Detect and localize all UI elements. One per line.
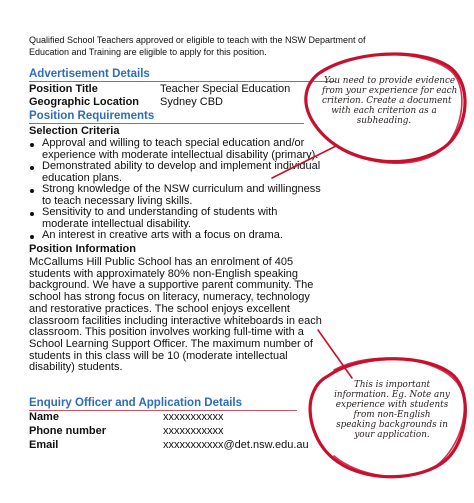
- info-line: school has strong focus on literacy, numeracy, technology: [29, 291, 310, 304]
- bottom-note-line: This is important: [353, 380, 431, 390]
- email-value: xxxxxxxxxxx@det.nsw.edu.au: [163, 439, 309, 451]
- intro-line-2: Education and Training are eligible to apply for this position.: [29, 47, 267, 57]
- info-line: students in this class will be 10 (moderate intellectual: [29, 349, 288, 362]
- name-label: Name: [29, 411, 59, 423]
- criterion-3-line-1: Strong knowledge of the NSW curriculum and willingness: [42, 183, 321, 195]
- info-line: disability) students.: [29, 361, 123, 374]
- bottom-note-line: experience with students: [335, 400, 449, 410]
- top-note-line: subheading.: [356, 116, 412, 126]
- advertisement-details-heading: Advertisement Details: [29, 68, 150, 80]
- top-note-line: You need to provide evidence: [324, 76, 456, 86]
- top-note-line: with each criterion as a: [331, 106, 437, 116]
- bottom-note-line: information. Eg. Note any: [334, 390, 450, 400]
- info-line: McCallums Hill Public School has an enrolment of 405: [29, 256, 294, 268]
- info-line: and restorative practices. The school enjoys excellent: [29, 302, 290, 315]
- criterion-1-line-1: Approval and willing to teach special education and/or: [42, 137, 305, 149]
- info-line: classroom. This position involves working full-time with a: [29, 326, 304, 339]
- bottom-note-line: from non-English: [353, 410, 431, 420]
- info-line: School Learning Support Officer. The maximum number of: [29, 337, 313, 350]
- phone-value: xxxxxxxxxxx: [163, 425, 224, 437]
- info-line: students with approximately 80% non-English speaking: [29, 267, 299, 280]
- selection-criteria-heading: Selection Criteria: [29, 125, 120, 137]
- location-label: Geographic Location: [29, 96, 140, 108]
- email-label: Email: [29, 439, 59, 451]
- phone-label: Phone number: [29, 425, 107, 437]
- criterion-4-line-2: moderate intellectual disability.: [42, 217, 191, 230]
- enquiry-heading: Enquiry Officer and Application Details: [29, 397, 242, 409]
- criterion-2-line-1: Demonstrated ability to develop and implement individual: [42, 160, 321, 172]
- bottom-note-line: your application.: [354, 430, 430, 440]
- info-line: classroom facilities including interactive whiteboards in each: [29, 314, 322, 327]
- criterion-4-line-1: Sensitivity to and understanding of students with: [42, 206, 278, 218]
- location-value: Sydney CBD: [160, 96, 223, 108]
- top-note-pointer-line: [272, 146, 336, 178]
- criterion-1-line-2: experience with moderate intellectual disability (primary).: [42, 148, 319, 161]
- criterion-2-line-2: education plans.: [42, 171, 123, 184]
- top-note-line: from your experience for each: [322, 86, 458, 96]
- top-note-line: criterion. Create a document: [322, 96, 452, 106]
- name-value: xxxxxxxxxxx: [163, 411, 224, 423]
- criterion-5-line-1: An interest in creative arts with a focus on drama.: [42, 229, 283, 241]
- intro-line-1: Qualified School Teachers approved or eligible to teach with the NSW Department of: [29, 35, 366, 45]
- position-requirements-heading: Position Requirements: [29, 110, 155, 122]
- position-title-value: Teacher Special Education: [160, 83, 291, 95]
- criterion-3-line-2: to teach necessary living skills.: [42, 194, 193, 207]
- bottom-note-line: speaking backgrounds in: [336, 420, 448, 430]
- position-title-label: Position Title: [29, 83, 98, 95]
- position-information-heading: Position Information: [29, 243, 136, 255]
- info-line: background. We have a supportive parent community. The: [29, 279, 314, 292]
